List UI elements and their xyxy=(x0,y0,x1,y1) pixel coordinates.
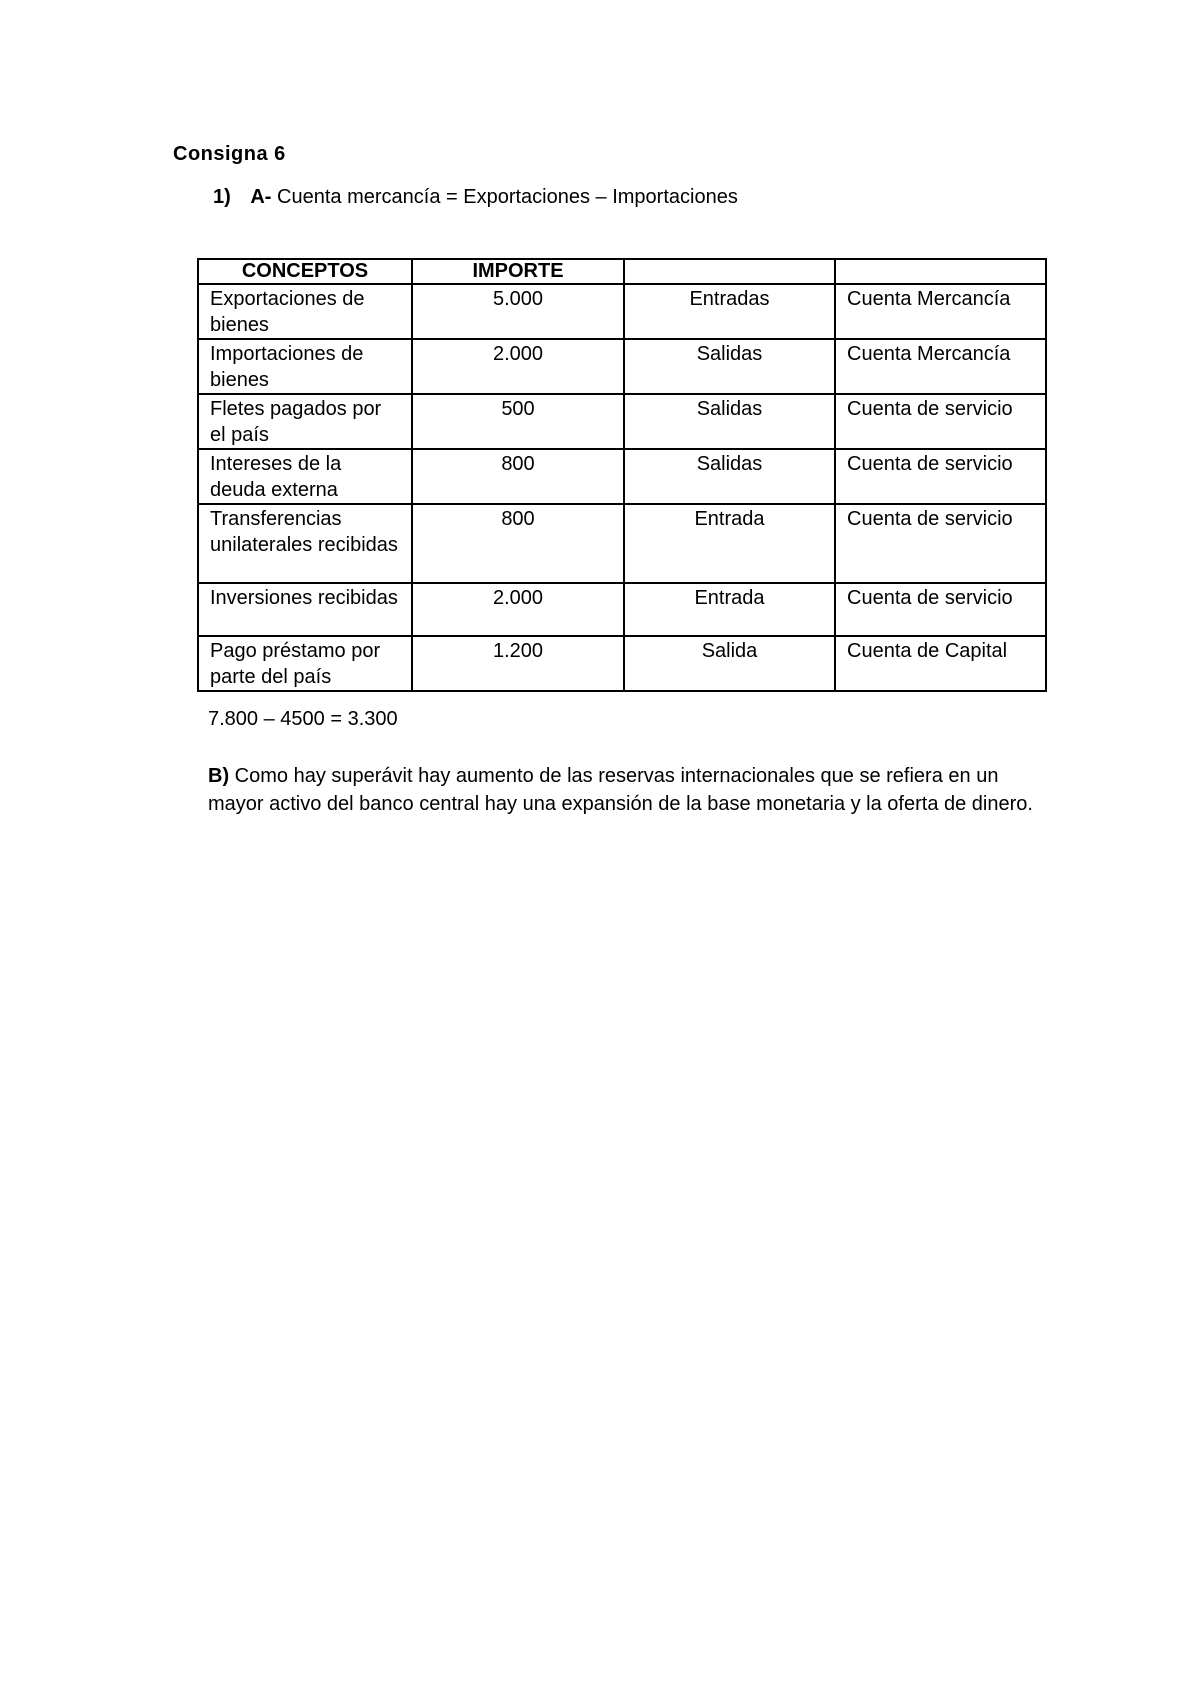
cell-concepto: Importaciones de bienes xyxy=(198,339,412,394)
cell-importe: 5.000 xyxy=(412,284,624,339)
answer-b-letter: B) xyxy=(208,765,230,787)
cell-tipo: Entrada xyxy=(624,583,835,636)
table-row xyxy=(198,284,1046,339)
cell-cuenta: Cuenta de servicio xyxy=(835,449,1046,504)
table-header-row xyxy=(198,259,1046,284)
cell-importe: 2.000 xyxy=(412,583,624,636)
question-letter: A- xyxy=(250,186,272,208)
cell-concepto: Fletes pagados por el país xyxy=(198,394,412,449)
cell-tipo: Entradas xyxy=(624,284,835,339)
cell-tipo: Entrada xyxy=(624,504,835,583)
cell-importe: 800 xyxy=(412,449,624,504)
question-1-formula xyxy=(213,186,738,209)
cell-tipo: Salidas xyxy=(624,394,835,449)
table-row xyxy=(198,636,1046,691)
answer-b-text: Como hay superávit hay aumento de las reservas internacionales que se refiera en un mayor activo del banco central hay una expansión de la base monetaria y la oferta de dinero. xyxy=(208,765,1033,815)
cell-tipo: Salidas xyxy=(624,449,835,504)
cell-importe: 800 xyxy=(412,504,624,583)
cell-concepto: Exportaciones de bienes xyxy=(198,284,412,339)
cell-concepto: Inversiones recibidas xyxy=(198,583,412,636)
table-row xyxy=(198,339,1046,394)
header-empty-3 xyxy=(624,259,835,284)
cell-cuenta: Cuenta Mercancía xyxy=(835,339,1046,394)
cell-cuenta: Cuenta de servicio xyxy=(835,394,1046,449)
balance-table xyxy=(197,258,1047,692)
table-row xyxy=(198,583,1046,636)
cell-cuenta: Cuenta de servicio xyxy=(835,583,1046,636)
table-row xyxy=(198,394,1046,449)
calculation-result: 7.800 – 4500 = 3.300 xyxy=(208,708,398,730)
cell-cuenta: Cuenta Mercancía xyxy=(835,284,1046,339)
cell-concepto: Transferencias unilaterales recibidas xyxy=(198,504,412,583)
header-empty-4 xyxy=(835,259,1046,284)
cell-cuenta: Cuenta de servicio xyxy=(835,504,1046,583)
cell-importe: 1.200 xyxy=(412,636,624,691)
formula-text: Cuenta mercancía = Exportaciones – Importaciones xyxy=(277,186,738,208)
cell-importe: 500 xyxy=(412,394,624,449)
cell-tipo: Salida xyxy=(624,636,835,691)
cell-cuenta: Cuenta de Capital xyxy=(835,636,1046,691)
table-row xyxy=(198,449,1046,504)
question-number: 1) xyxy=(213,186,231,208)
header-importe: IMPORTE xyxy=(412,259,624,284)
table-row xyxy=(198,504,1046,583)
answer-b-paragraph xyxy=(208,762,1038,818)
cell-concepto: Pago préstamo por parte del país xyxy=(198,636,412,691)
cell-tipo: Salidas xyxy=(624,339,835,394)
cell-concepto: Intereses de la deuda externa xyxy=(198,449,412,504)
header-conceptos: CONCEPTOS xyxy=(198,259,412,284)
cell-importe: 2.000 xyxy=(412,339,624,394)
page-title: Consigna 6 xyxy=(173,143,286,165)
